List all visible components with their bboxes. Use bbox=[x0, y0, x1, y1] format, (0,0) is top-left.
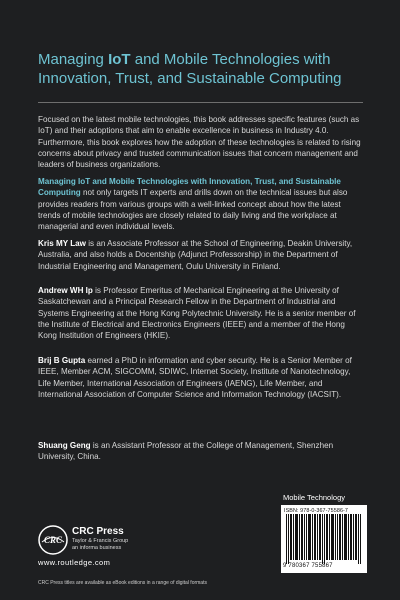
ebook-note: CRC Press titles are available as eBook editions in a range of digital formats bbox=[38, 580, 207, 586]
summary-paragraph bbox=[38, 176, 363, 232]
publisher-tagline: an informa business bbox=[72, 545, 122, 551]
author-bio-law bbox=[38, 238, 363, 272]
publisher-group: Taylor & Francis Group bbox=[72, 538, 129, 544]
intro-paragraph: Focused on the latest mobile technologies, this book addresses specific features (such as IoT) and their adoptions that aim to enable excellence in business in Industry 4.0. Furthermore, this book explores how the adoption of these technologies is related to rising concerns about privacy and trusted communication issues that concern management and leaders of business organizations. bbox=[38, 115, 361, 170]
publisher-name: CRC Press bbox=[72, 526, 124, 537]
summary-text: not only targets IT experts and drills down on the technical issues but also provides readers from various groups with a well-linked concept about how the latest trends of mobile technologies are closely related to daily living and the workplace at managerial and even individual levels. bbox=[38, 188, 348, 232]
title-part1: Managing bbox=[38, 51, 109, 68]
barcode-icon bbox=[284, 514, 364, 564]
logo-text: CRC bbox=[43, 535, 63, 545]
title-line2: Innovation, Trust, and Sustainable Computing bbox=[38, 70, 342, 87]
author-name: Kris MY Law bbox=[38, 239, 86, 248]
book-title bbox=[38, 50, 378, 88]
author-bio-text: is Professor Emeritus of Mechanical Engineering at the University of Saskatchewan and a Principal Research Fellow in the Department of Industrial and Systems Engineering at the Hong Kong Polytechnic University. He is a senior member of the Institute of Electrical and Electronics Engineers (IEEE) and a member of the Hong Kong Institution of Engineers (HKIE). bbox=[38, 286, 356, 341]
summary-book-title: Managing IoT and Mobile Technologies with Innovation, Trust, and Sustainable Computing bbox=[38, 177, 341, 198]
author-bio-text: is an Assistant Professor at the College of Management, Shenzhen University, China. bbox=[38, 441, 334, 462]
author-name: Shuang Geng bbox=[38, 441, 91, 450]
crc-press-logo-icon bbox=[38, 525, 68, 555]
author-bio-text: earned a PhD in information and cyber security. He is a Senior Member of IEEE, Member ACM, SIGCOMM, SDIWC, Internet Society, Institute of Nanotechnology, Life Member, International Association of Engineers (IAENG), Life Member, and International Association of Computer Science and Information Technology (IACSIT). bbox=[38, 356, 352, 399]
isbn-label: ISBN: 978-0-367-75586-7 bbox=[284, 508, 349, 514]
author-name: Andrew WH Ip bbox=[38, 286, 93, 295]
author-bio-ip bbox=[38, 285, 363, 341]
author-bio-gupta bbox=[38, 355, 363, 400]
author-name: Brij B Gupta bbox=[38, 356, 86, 365]
author-bio-text: is an Associate Professor at the School of Engineering, Deakin University, Australia, and also holds a Docentship (Adjunct Professorship) in the Department of Industrial Engineering and Management, Oulu University in Finland. bbox=[38, 239, 353, 271]
barcode-digits: 9 780367 755867 bbox=[283, 563, 333, 569]
title-divider bbox=[38, 102, 363, 103]
subject-category: Mobile Technology bbox=[283, 493, 345, 502]
title-part3: and Mobile Technologies with bbox=[130, 51, 331, 68]
publisher-url: www.routledge.com bbox=[38, 558, 111, 567]
author-bio-geng bbox=[38, 440, 363, 463]
title-part2: IoT bbox=[108, 51, 131, 68]
